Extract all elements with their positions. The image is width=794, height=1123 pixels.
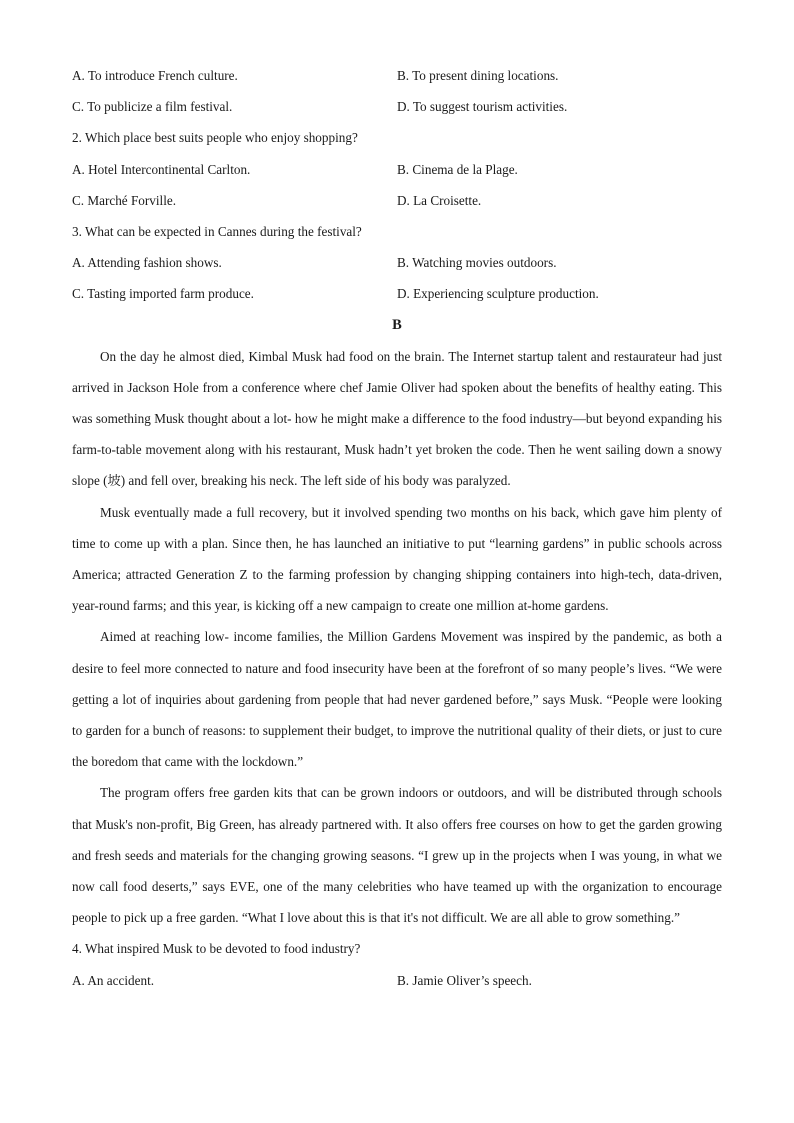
q1-options-row-2 [72, 91, 722, 122]
q1-option-a: A. To introduce French culture. [72, 68, 238, 83]
q3-options-row-1 [72, 247, 722, 278]
passage-paragraph-4: The program offers free garden kits that can be grown indoors or outdoors, and will be distributed through schools that Musk's non-profit, Big Green, has already partnered with. It also offers free courses on how to get the garden growing and fresh seeds and materials for the changing growing seasons. “I grew up in the projects when I was young, in what we now call food deserts,” says EVE, one of the many celebrities who have teamed up with the organization to encourage people to pick up a free garden. “What I love about this is that it's not difficult. We are all able to grow something.” [72, 785, 722, 926]
q3-stem: 3. What can be expected in Cannes during the festival? [72, 223, 362, 239]
q4-option-b: B. Jamie Oliver’s speech. [397, 972, 532, 988]
q2-options-row-1 [72, 154, 722, 185]
q4-option-a: A. An accident. [72, 972, 155, 988]
q1-option-c: C. To publicize a film festival. [72, 99, 233, 115]
q2-stem: 2. Which place best suits people who enjoy shopping? [72, 130, 358, 146]
q2-option-c: C. Marché Forville. [72, 192, 177, 208]
q3-options-row-2 [72, 278, 722, 309]
passage-paragraph-3: Aimed at reaching low- income families, the Million Gardens Movement was inspired by the pandemic, as both a desire to feel more connected to nature and food insecurity have been at the forefront of so many people’s lives. “We were getting a lot of inquiries about gardening from people that had never gardened before,” says Musk. “People were looking to garden for a bunch of reasons: to supplement their budget, to improve the nutritional quality of their diets, or just to cure the boredom that came with the lockdown.” [72, 629, 722, 770]
passage-paragraph-1: On the day he almost died, Kimbal Musk had food on the brain. The Internet startup talent and restaurateur had just arrived in Jackson Hole from a conference where chef Jamie Oliver had spoken about the benefits of healthy eating. This was something Musk thought about a lot- how he might make a difference to the food industry—but beyond expanding his farm-to-table movement along with his restaurant, Musk hadn’t yet broken the code. Then he went sailing down a snowy slope (坡) and fell over, breaking his neck. The left side of his body was paralyzed. [72, 348, 722, 489]
q1-option-d: D. To suggest tourism activities. [397, 99, 568, 115]
q2-options-row-2 [72, 185, 722, 216]
q3-option-d: D. Experiencing sculpture production. [397, 286, 599, 302]
q1-options-row-1 [72, 60, 722, 91]
section-b-heading: B [392, 316, 402, 333]
q4-options-row-1 [72, 965, 722, 996]
q2-option-b: B. Cinema de la Plage. [397, 161, 518, 177]
q3-option-c: C. Tasting imported farm produce. [72, 286, 254, 302]
q3-option-a: A. Attending fashion shows. [72, 255, 222, 271]
q3-option-b: B. Watching movies outdoors. [397, 255, 557, 271]
passage-paragraph-2: Musk eventually made a full recovery, but it involved spending two months on his back, which gave him plenty of time to come up with a plan. Since then, he has launched an initiative to put “learning gardens” in public schools across America; attracted Generation Z to the farming profession by changing shipping containers into high-tech, data-driven, year-round farms; and this year, is kicking off a new campaign to create one million at-home gardens. [72, 504, 722, 614]
exam-page [72, 60, 722, 996]
q2-option-d: D. La Croisette. [397, 192, 482, 208]
q4-stem: 4. What inspired Musk to be devoted to food industry? [72, 941, 361, 957]
q2-option-a: A. Hotel Intercontinental Carlton. [72, 161, 251, 177]
q1-option-b: B. To present dining locations. [397, 68, 559, 83]
